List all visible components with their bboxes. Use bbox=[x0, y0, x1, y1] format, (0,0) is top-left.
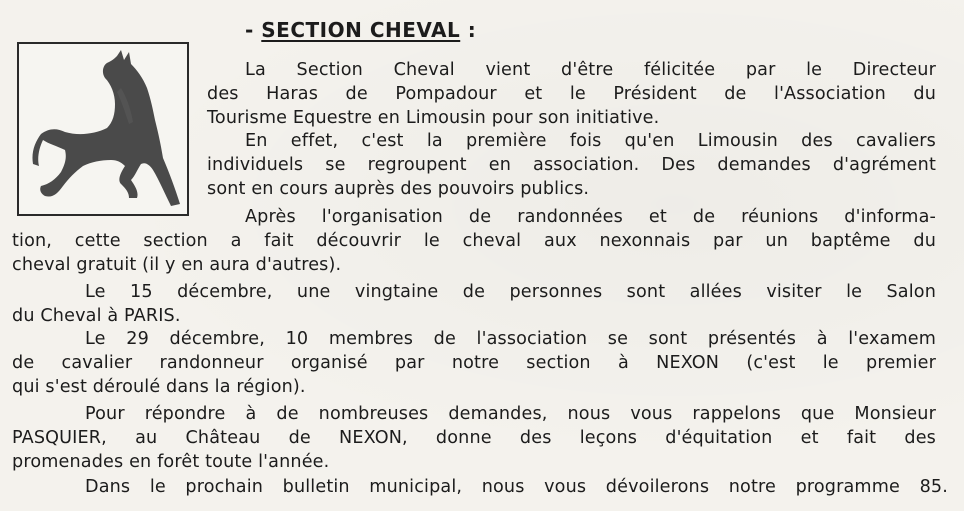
text-line: du Cheval à PARIS. bbox=[12, 306, 181, 326]
text-line: Après l'organisation de randonnées et de réunions d'informa- bbox=[245, 207, 936, 227]
section-title bbox=[245, 18, 476, 42]
text-line: promenades en forêt toute l'année. bbox=[12, 452, 330, 472]
text-line: En effet, c'est la première fois qu'en Limousin des cavaliers bbox=[245, 131, 936, 151]
title-dash: - bbox=[245, 18, 254, 42]
title-colon: : bbox=[467, 18, 477, 42]
text-line: de cavalier randonneur organisé par notre section à NEXON (c'est le premier bbox=[12, 353, 936, 373]
text-line: Pour répondre à de nombreuses demandes, nous vous rappelons que Monsieur bbox=[85, 404, 936, 424]
horse-logo-icon bbox=[25, 48, 183, 210]
text-line: Dans le prochain bulletin municipal, nous vous dévoilerons notre programme 85. bbox=[85, 477, 948, 497]
text-line: cheval gratuit (il y en aura d'autres). bbox=[12, 255, 342, 275]
text-line: PASQUIER, au Château de NEXON, donne des leçons d'équitation et fait des bbox=[12, 428, 936, 448]
text-line: qui s'est déroulé dans la région). bbox=[12, 377, 306, 397]
horse-logo-frame bbox=[17, 42, 189, 216]
text-line: tion, cette section a fait découvrir le cheval aux nexonnais par un baptême du bbox=[12, 231, 936, 251]
text-line: Le 29 décembre, 10 membres de l'association se sont présentés à l'examem bbox=[85, 329, 936, 349]
text-line: des Haras de Pompadour et le Président de l'Association du bbox=[207, 84, 936, 104]
text-line: La Section Cheval vient d'être félicitée par le Directeur bbox=[245, 60, 936, 80]
text-line: individuels se regroupent en association. Des demandes d'agrément bbox=[207, 155, 936, 175]
text-line: Le 15 décembre, une vingtaine de personnes sont allées visiter le Salon bbox=[85, 282, 936, 302]
title-label: SECTION CHEVAL bbox=[261, 18, 461, 42]
text-line: Tourisme Equestre en Limousin pour son initiative. bbox=[207, 108, 660, 128]
text-line: sont en cours auprès des pouvoirs publics. bbox=[207, 179, 590, 199]
